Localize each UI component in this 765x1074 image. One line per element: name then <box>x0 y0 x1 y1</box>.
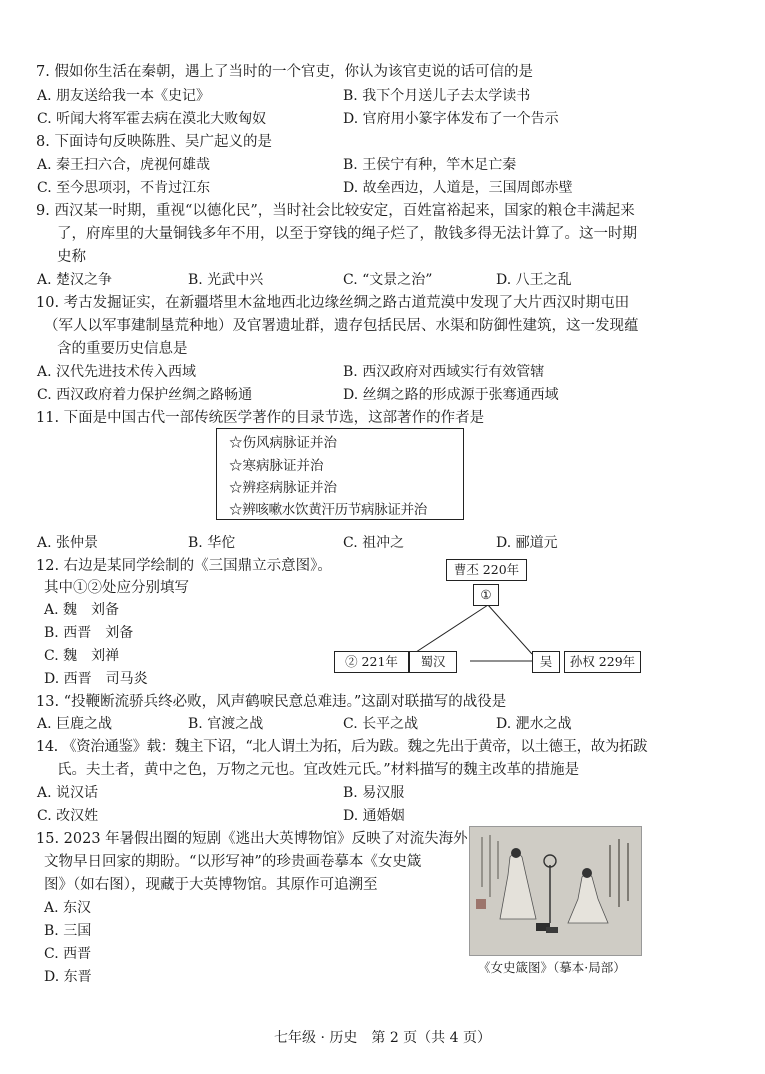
catalog-entry: ☆辨痉病脉证并治 <box>229 480 337 496</box>
diagram-sun-quan-box: 孙权 229年 <box>564 651 641 673</box>
diagram-blank-1-box: ① <box>473 584 499 606</box>
q12-option-c: C. 魏 刘禅 <box>44 648 120 664</box>
medical-book-catalog <box>216 428 464 520</box>
q8-stem: 8. 下面诗句反映陈胜、吴广起义的是 <box>36 134 272 150</box>
q14-stem-line2: 氏。夫土者，黄中之色，万物之元也。宜改姓元氏。”材料描写的魏主改革的措施是 <box>57 762 580 778</box>
q11-option-a: A. 张仲景 <box>37 535 99 551</box>
q13-stem: 13. “投鞭断流骄兵终必败，风声鹤唳民意总难违。”这副对联描写的战役是 <box>36 694 507 710</box>
q15-option-a: A. 东汉 <box>44 900 92 916</box>
q9-stem-line1: 9. 西汉某一时期，重视“以德化民”，当时社会比较安定，百姓富裕起来，国家的粮仓丰满起来 <box>36 203 635 219</box>
q14-option-b: B. 易汉服 <box>343 785 405 801</box>
q9-option-c: C. “文景之治” <box>343 272 433 288</box>
q7-option-a: A. 朋友送给我一本《史记》 <box>37 88 211 104</box>
q9-option-b: B. 光武中兴 <box>188 272 264 288</box>
catalog-entry: ☆寒病脉证并治 <box>229 458 324 474</box>
diagram-line-right <box>488 605 532 654</box>
q15-option-b: B. 三国 <box>44 923 92 939</box>
diagram-line-left <box>413 605 488 654</box>
q13-option-b: B. 官渡之战 <box>188 716 264 732</box>
q13-option-d: D. 淝水之战 <box>496 716 572 732</box>
q10-option-c: C. 西汉政府着力保护丝绸之路畅通 <box>37 387 253 403</box>
q7-option-c: C. 听闻大将军霍去病在漠北大败匈奴 <box>37 111 267 127</box>
q12-stem-line2: 其中①②处应分别填写 <box>44 580 189 596</box>
q15-stem-line3: 图》（如右图），现藏于大英博物馆。其原作可追溯至 <box>44 877 378 893</box>
q9-option-a: A. 楚汉之争 <box>37 272 113 288</box>
q12-option-d: D. 西晋 司马炎 <box>44 671 148 687</box>
q12-stem-line1: 12. 右边是某同学绘制的《三国鼎立示意图》。 <box>36 558 332 574</box>
q12-option-a: A. 魏 刘备 <box>44 602 120 618</box>
q9-stem-line3: 史称 <box>57 249 86 265</box>
q12-option-b: B. 西晋 刘备 <box>44 625 134 641</box>
catalog-entry: ☆伤风病脉证并治 <box>229 435 337 451</box>
q11-option-b: B. 华佗 <box>188 535 236 551</box>
q11-stem: 11. 下面是中国古代一部传统医学著作的目录节选，这部著作的作者是 <box>36 410 485 426</box>
q15-stem-line2: 文物早日回家的期盼。“以形写神”的珍贵画卷摹本《女史箴 <box>44 854 422 870</box>
q8-option-a: A. 秦王扫六合，虎视何雄哉 <box>37 157 211 173</box>
painting-caption: 《女史箴图》（摹本·局部） <box>478 960 626 975</box>
q14-option-c: C. 改汉姓 <box>37 808 99 824</box>
q7-option-b: B. 我下个月送儿子去太学读书 <box>343 88 531 104</box>
nvshi-zhen-painting <box>469 826 642 956</box>
diagram-wu-box: 吴 <box>532 651 560 673</box>
q11-option-d: D. 郦道元 <box>496 535 558 551</box>
q14-option-d: D. 通婚姻 <box>343 808 405 824</box>
q10-stem-line1: 10. 考古发掘证实，在新疆塔里木盆地西北边缘丝绸之路古道荒漠中发现了大片西汉时期屯田 <box>36 295 630 311</box>
q15-option-c: C. 西晋 <box>44 946 92 962</box>
q10-option-d: D. 丝绸之路的形成源于张骞通西域 <box>343 387 559 403</box>
diagram-blank-2-box: ② 221年 <box>334 651 409 673</box>
q14-stem-line1: 14. 《资治通鉴》载：魏主下诏，“北人谓土为拓，后为跋。魏之先出于黄帝，以土德王，故为拓跋 <box>36 739 648 755</box>
q15-stem-line1: 15. 2023 年暑假出圈的短剧《逃出大英博物馆》反映了对流失海外 <box>36 831 468 847</box>
q7-stem: 7. 假如你生活在秦朝，遇上了当时的一个官吏，你认为该官吏说的话可信的是 <box>36 64 533 80</box>
q10-stem-line3: 含的重要历史信息是 <box>57 341 188 357</box>
q10-stem-line2: （军人以军事建制垦荒种地）及官署遗址群，遗存包括民居、水渠和防御性建筑，这一发现蕴 <box>44 318 639 334</box>
q15-option-d: D. 东晋 <box>44 969 92 985</box>
diagram-cao-pi-box: 曹丕 220年 <box>446 559 527 581</box>
painting-illustration <box>470 827 641 955</box>
page-footer: 七年级 · 历史 第 2 页（共 4 页） <box>274 1030 491 1046</box>
catalog-entry: ☆辨咳嗽水饮黄汗历节病脉证并治 <box>229 502 427 518</box>
q11-option-c: C. 祖冲之 <box>343 535 405 551</box>
q8-option-d: D. 故垒西边，人道是，三国周郎赤壁 <box>343 180 573 196</box>
q13-option-c: C. 长平之战 <box>343 716 419 732</box>
q13-option-a: A. 巨鹿之战 <box>37 716 113 732</box>
q9-option-d: D. 八王之乱 <box>496 272 572 288</box>
q10-option-a: A. 汉代先进技术传入西域 <box>37 364 197 380</box>
q8-option-b: B. 王侯宁有种，竿木足亡秦 <box>343 157 517 173</box>
q8-option-c: C. 至今思项羽，不肯过江东 <box>37 180 211 196</box>
q9-stem-line2: 了，府库里的大量铜钱多年不用，以至于穿钱的绳子烂了，散钱多得无法计算了。这一时期 <box>57 226 637 242</box>
diagram-shu-han-box: 蜀汉 <box>409 651 457 673</box>
q14-option-a: A. 说汉话 <box>37 785 99 801</box>
q10-option-b: B. 西汉政府对西域实行有效管辖 <box>343 364 545 380</box>
q7-option-d: D. 官府用小篆字体发布了一个告示 <box>343 111 559 127</box>
